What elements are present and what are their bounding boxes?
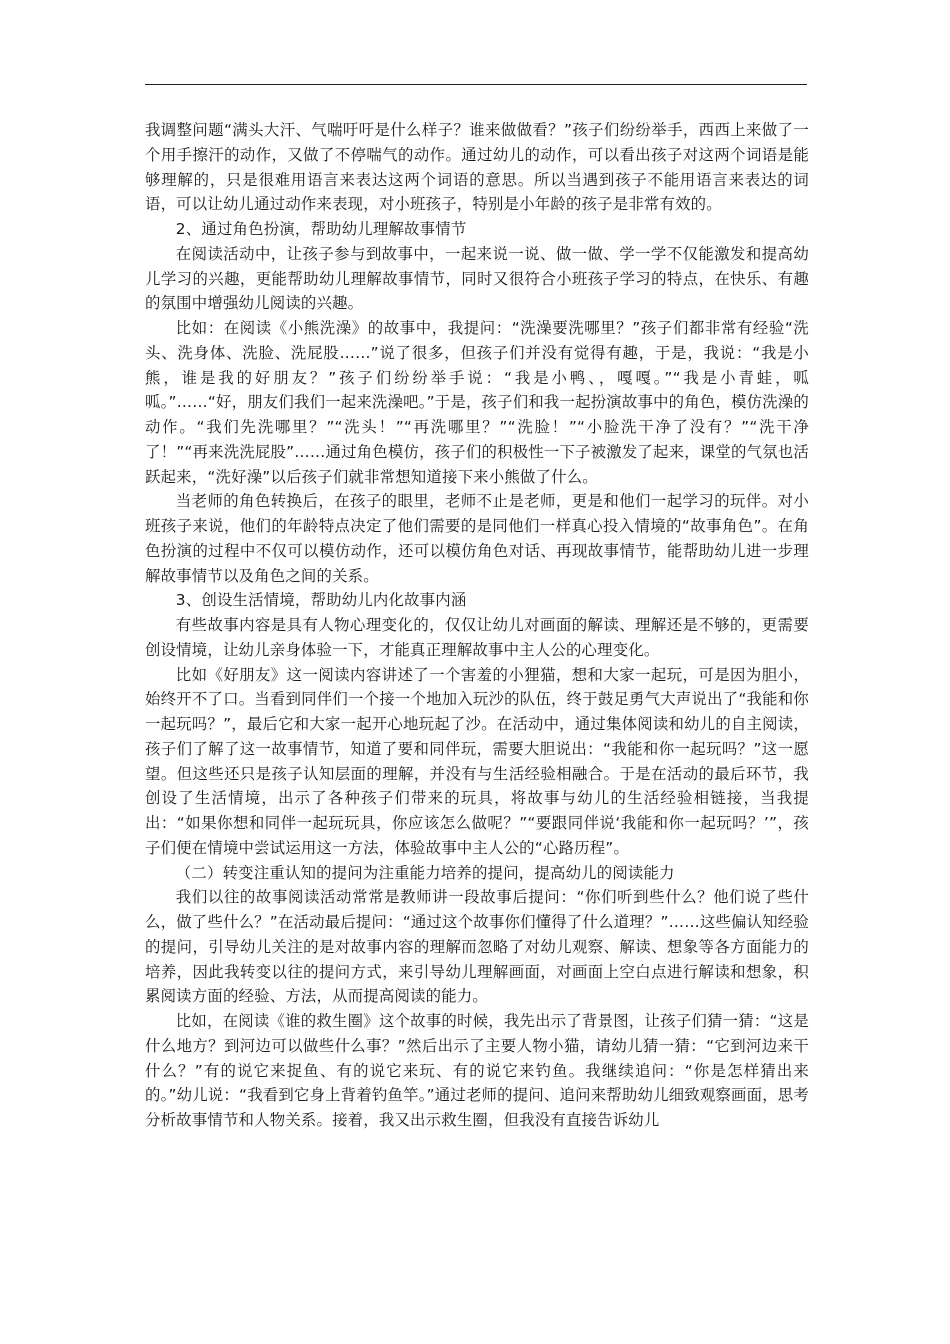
section-heading-questioning: （二）转变注重认知的提问为注重能力培养的提问，提高幼儿的阅读能力 — [175, 863, 675, 882]
paragraph-continuation: 我调整问题“满头大汗、气喘吁吁是什么样子？谁来做做看？”孩子们纷纷举手，西西上来做了一个用手擦汗的动作，又做了不停喘气的动作。通过幼儿的动作，可以看出孩子对这两个词语是能够理解的，只是很难用语言来表达这两个词语的意思。所以当遇到孩子不能用语言来表达的词语，可以让幼儿通过动作来表现，对小班孩子，特别是小年龄的孩子是非常有效的。 — [145, 121, 809, 214]
section-heading-life-situation: 3、创设生活情境，帮助幼儿内化故事内涵 — [175, 591, 467, 610]
document-body — [145, 118, 809, 1133]
paragraph: 在阅读活动中，让孩子参与到故事中，一起来说一说、做一做、学一学不仅能激发和提高幼儿学习的兴趣，更能帮助幼儿理解故事情节，同时又很符合小班孩子学习的特点，在快乐、有趣的氛围中增强幼儿阅读的兴趣。 — [145, 244, 809, 313]
paragraph: 比如《好朋友》这一阅读内容讲述了一个害羞的小狸猫，想和大家一起玩，可是因为胆小，始终开不了口。当看到同伴们一个接一个地加入玩沙的队伍，终于鼓足勇气大声说出了“我能和你一起玩吗？”，最后它和大家一起开心地玩起了沙。在活动中，通过集体阅读和幼儿的自主阅读，孩子们了解了这一故事情节，知道了要和同伴玩，需要大胆说出：“我能和你一起玩吗？”这一愿望。但这些还只是孩子认知层面的理解，并没有与生活经验相融合。于是在活动的最后环节，我创设了生活情境，出示了各种孩子们带来的玩具，将故事与幼儿的生活经验相链接，当我提出：“如果你想和同伴一起玩玩具，你应该怎么做呢？”“要跟同伴说‘我能和你一起玩吗？’”，孩子们便在情境中尝试运用这一方法，体验故事中主人公的“心路历程”。 — [145, 665, 809, 857]
paragraph: 有些故事内容是具有人物心理变化的，仅仅让幼儿对画面的解读、理解还是不够的，更需要创设情境，让幼儿亲身体验一下，才能真正理解故事中主人公的心理变化。 — [145, 616, 809, 659]
paragraph: 我们以往的故事阅读活动常常是教师讲一段故事后提问：“你们听到些什么？他们说了些什么，做了些什么？”在活动最后提问：“通过这个故事你们懂得了什么道理？”……这些偏认知经验的提问，引导幼儿关注的是对故事内容的理解而忽略了对幼儿观察、解读、想象等各方面能力的培养，因此我转变以往的提问方式，来引导幼儿理解画面，对画面上空白点进行解读和想象，积累阅读方面的经验、方法，从而提高阅读的能力。 — [145, 888, 809, 1006]
section-heading-role-play: 2、通过角色扮演，帮助幼儿理解故事情节 — [175, 220, 467, 238]
header-rule — [145, 84, 807, 85]
paragraph: 比如，在阅读《谁的救生圈》这个故事的时候，我先出示了背景图，让孩子们猜一猜：“这是什么地方？到河边可以做些什么事？”然后出示了主要人物小猫，请幼儿猜一猜：“它到河边来干什么？”有的说它来捉鱼、有的说它来玩、有的说它来钓鱼。我继续追问：“你是怎样猜出来的。”幼儿说：“我看到它身上背着钓鱼竿。”通过老师的提问、追问来帮助幼儿细致观察画面，思考分析故事情节和人物关系。接着，我又出示救生圈，但我没有直接告诉幼儿 — [145, 1012, 809, 1129]
paragraph: 比如：在阅读《小熊洗澡》的故事中，我提问：“洗澡要洗哪里？”孩子们都非常有经验“洗头、洗身体、洗脸、洗屁股……”说了很多，但孩子们并没有觉得有趣，于是，我说：“我是小熊，谁是我的好朋友？”孩子们纷纷举手说：“我是小鸭、，嘎嘎。”“我是小青蛙，呱呱。”……“好，朋友们我们一起来洗澡吧。”于是，孩子们和我一起扮演故事中的角色，模仿洗澡的动作。“我们先洗哪里？”“洗头！”“再洗哪里？”“洗脸！”“小脸洗干净了没有？”“洗干净了！”“再来洗洗屁股”……通过角色模仿，孩子们的积极性一下子被激发了起来，课堂的气氛也活跃起来，“洗好澡”以后孩子们就非常想知道接下来小熊做了什么。 — [145, 319, 809, 486]
paragraph: 当老师的角色转换后，在孩子的眼里，老师不止是老师，更是和他们一起学习的玩伴。对小班孩子来说，他们的年龄特点决定了他们需要的是同他们一样真心投入情境的“故事角色”。在角色扮演的过程中不仅可以模仿动作，还可以模仿角色对话、再现故事情节，能帮助幼儿进一步理解故事情节以及角色之间的关系。 — [145, 492, 809, 585]
